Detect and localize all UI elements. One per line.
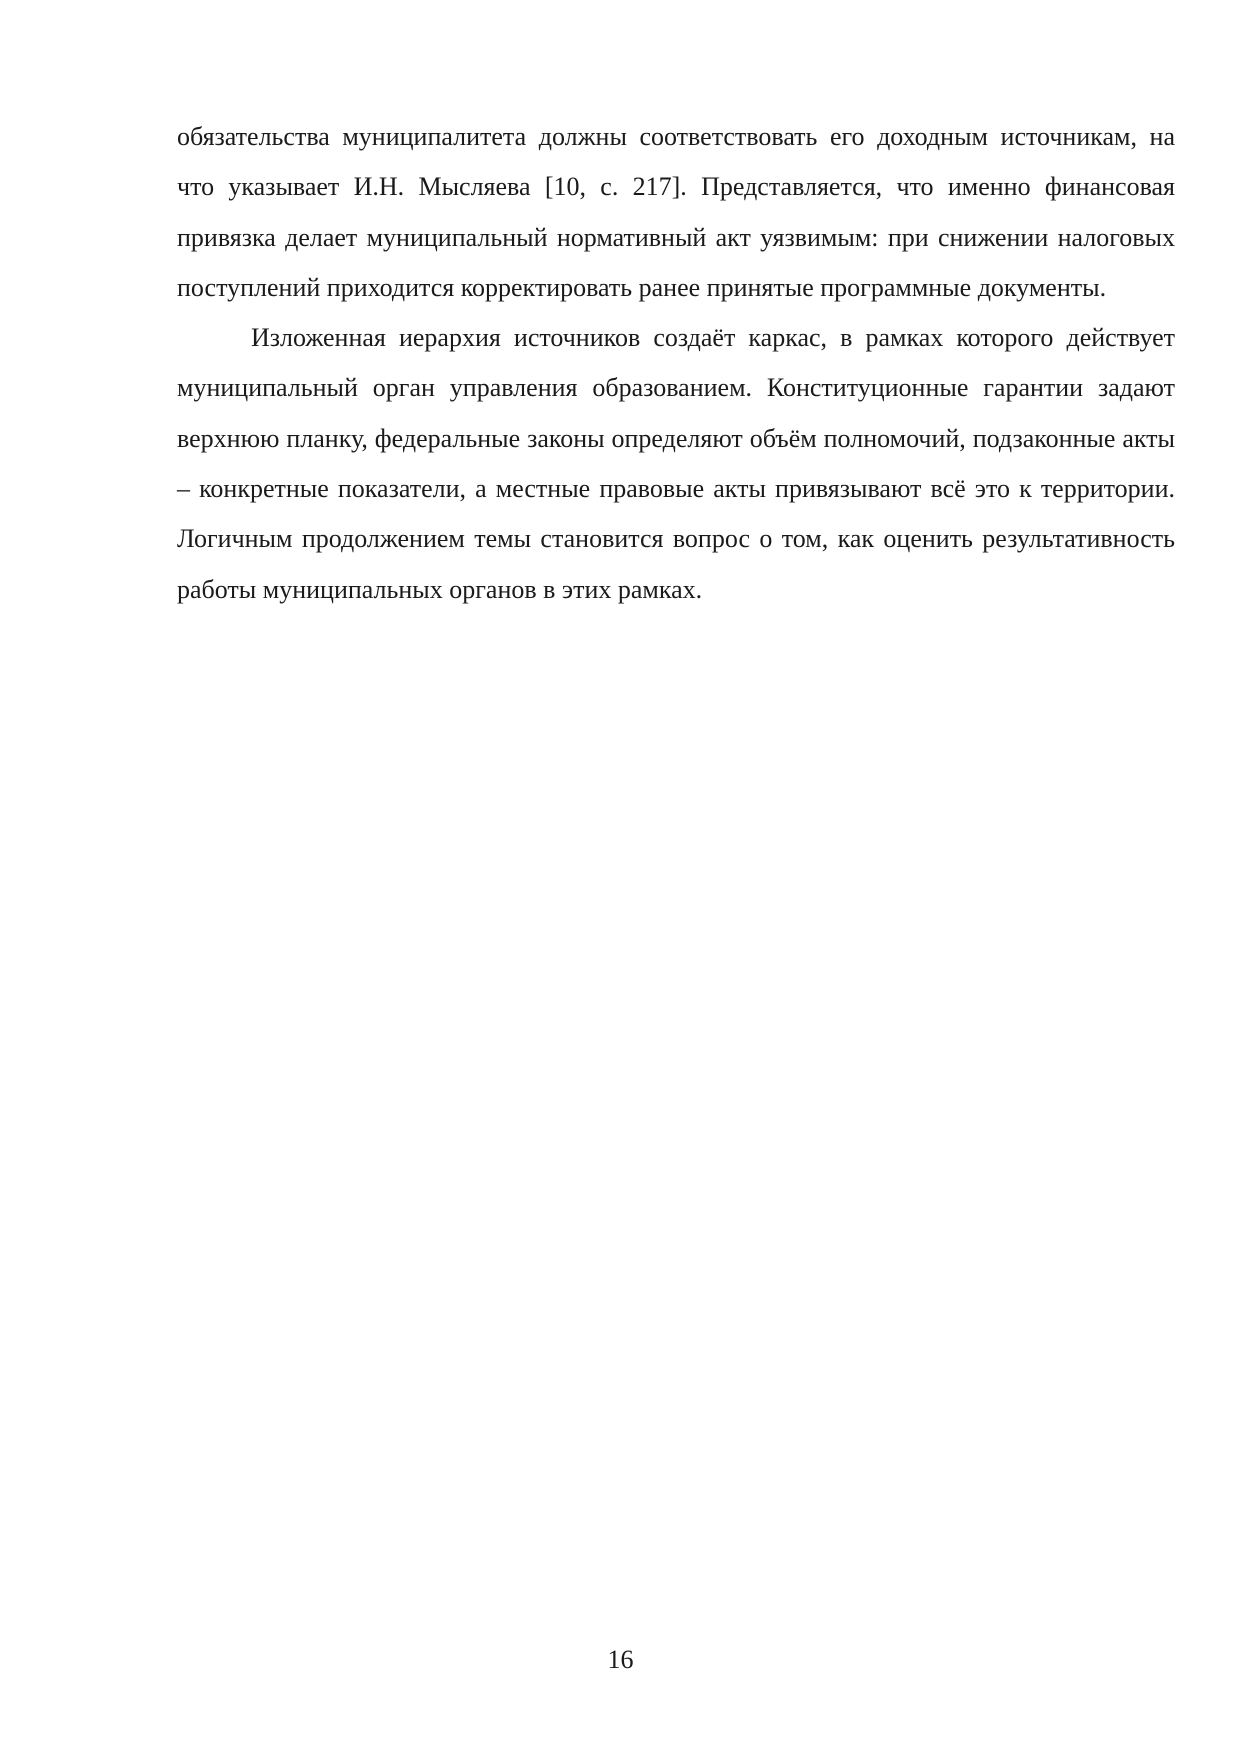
body-text	[177, 112, 1175, 615]
paragraph-continuation: обязательства муниципалитета должны соответствовать его доходным источникам, на что указывает И.Н. Мысляева [10, с. 217]. Представляется, что именно финансовая привязка делает муниципальный нормативный акт уязвимым: при снижении налоговых поступлений приходится корректировать ранее принятые программные документы.	[177, 122, 1175, 302]
paragraph-hierarchy-summary: Изложенная иерархия источников создаёт каркас, в рамках которого действует муниципальный орган управления образованием. Конституционные гарантии задают верхнюю планку, федеральные законы определяют объём полномочий, подзаконные акты – конкретные показатели, а местные правовые акты привязывают всё это к территории. Логичным продолжением темы становится вопрос о том, как оценить результативность работы муниципальных органов в этих рамках.	[177, 323, 1175, 604]
page-number: 16	[607, 1645, 634, 1674]
